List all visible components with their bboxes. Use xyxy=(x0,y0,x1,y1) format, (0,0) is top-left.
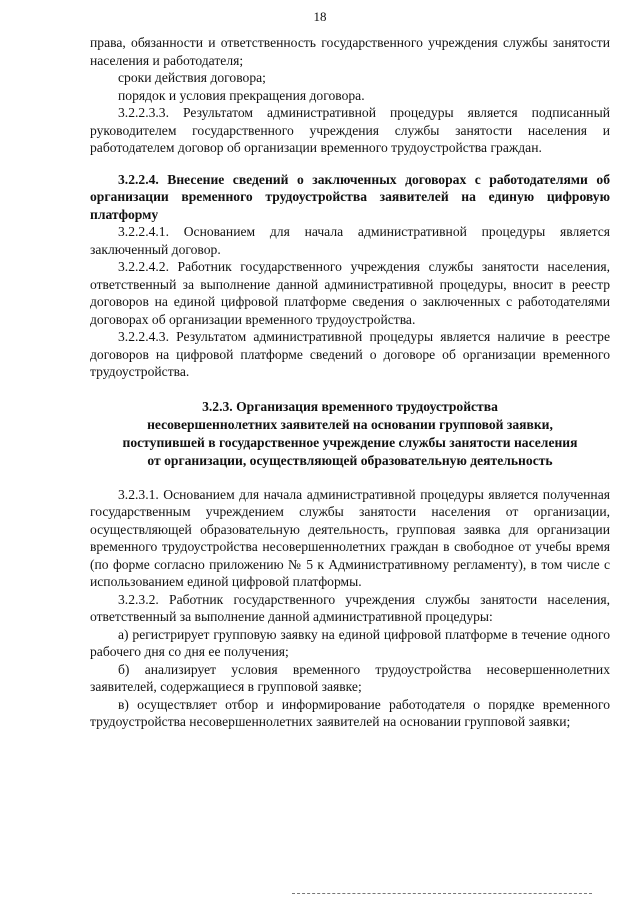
paragraph: 3.2.3.2. Работник государственного учреждения службы занятости населения, ответственный за выполнение данной административной процедуры: xyxy=(90,591,610,624)
paragraph: сроки действия договора; xyxy=(118,70,266,85)
paragraph: 3.2.3.1. Основанием для начала административной процедуры является полученная государственным учреждением службы занятости населения от организации, осуществляющей образовательную деятельность, групповая заявка для организации временного трудоустройства несовершеннолетних граждан в свободное от учебы время (по форме согласно приложению № 5 к Административному регламенту), в том числе с использованием единой цифровой платформы. xyxy=(90,486,610,589)
paragraph: 3.2.2.3.3. Результатом административной процедуры является подписанный руководителем государственного учреждения службы занятости населения и работодателем договор об организации временного трудоустройства граждан. xyxy=(90,105,610,155)
paragraph: б) анализирует условия временного трудоустройства несовершеннолетних заявителей, содержащиеся в групповой заявке; xyxy=(90,661,610,694)
section-heading-line: 3.2.3. Организация временного трудоустройства xyxy=(202,398,498,414)
section-heading-line: несовершеннолетних заявителей на основании групповой заявки, xyxy=(147,416,553,432)
section-heading xyxy=(90,398,610,470)
footer-rule xyxy=(292,893,592,894)
text-block-lower xyxy=(90,486,610,731)
paragraph: 3.2.2.4.3. Результатом административной процедуры является наличие в реестре договоров на цифровой платформе сведений о договоре об организации временного трудоустройства. xyxy=(90,329,610,379)
subsection-heading: 3.2.2.4. Внесение сведений о заключенных договорах с работодателями об организации временного трудоустройства заявителей на единую цифровую платформу xyxy=(90,171,610,222)
paragraph: порядок и условия прекращения договора. xyxy=(118,87,365,103)
paragraph: в) осуществляет отбор и информирование работодателя о порядке временного трудоустройства несовершеннолетних заявителей на основании групповой заявки; xyxy=(90,696,610,729)
text-block-upper xyxy=(90,34,610,381)
section-heading-line: поступившей в государственное учреждение службы занятости населения xyxy=(122,434,578,450)
paragraph: права, обязанности и ответственность государственного учреждения службы занятости населения и работодателя; xyxy=(90,35,610,68)
paragraph: 3.2.2.4.2. Работник государственного учреждения службы занятости населения, ответственный за выполнение данной административной процедуры, вносит в реестр договоров на единой цифровой платформе сведения о заключенных с работодателями договорах об организации временного трудоустройства. xyxy=(90,259,610,327)
section-heading-line: от организации, осуществляющей образовательную деятельность xyxy=(147,452,553,468)
document-body xyxy=(90,34,610,731)
paragraph: а) регистрирует групповую заявку на единой цифровой платформе в течение одного рабочего дня со дня ее получения; xyxy=(90,626,610,659)
page-number: 18 xyxy=(313,9,327,24)
paragraph: 3.2.2.4.1. Основанием для начала административной процедуры является заключенный договор. xyxy=(90,224,610,257)
